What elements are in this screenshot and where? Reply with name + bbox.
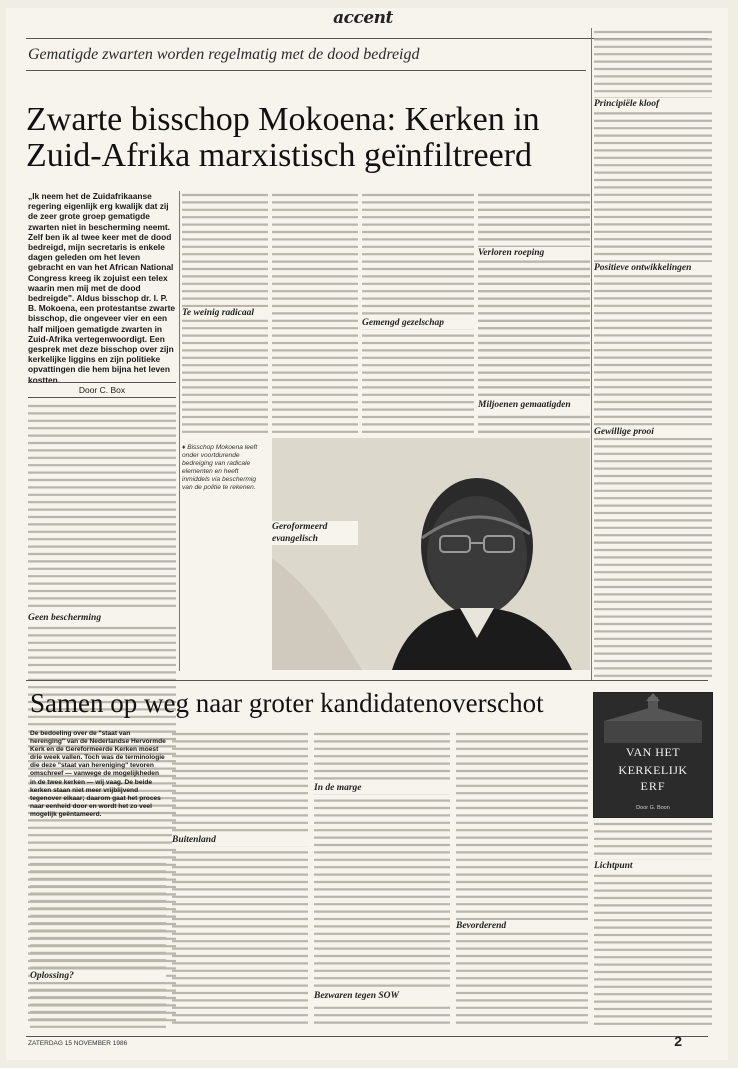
- subhead-miljoenen-gematigden: Miljoenen gemaatigden: [478, 399, 590, 411]
- page-footer: [26, 1033, 708, 1049]
- body-column-10: [456, 730, 588, 1030]
- subhead-oplossing: Oplossing?: [30, 970, 166, 982]
- text-lines-texture: [594, 28, 712, 678]
- church-icon: [594, 693, 712, 743]
- subhead-bezwaren-tegen-sow: Bezwaren tegen SOW: [314, 990, 450, 1002]
- subhead-lichtpunt: Lichtpunt: [594, 860, 712, 872]
- body-column-9: [314, 730, 450, 1030]
- article-kicker: Gematigde zwarten worden regelmatig met de dood bedreigd: [28, 46, 420, 63]
- text-lines-texture: [456, 730, 588, 1030]
- van-het-kerkelijk-erf-box: [593, 692, 713, 818]
- subhead-geen-bescherming: Geen bescherming: [28, 612, 176, 624]
- page-number: 2: [674, 1033, 682, 1049]
- masthead: [320, 8, 406, 34]
- section-rule: [26, 680, 708, 681]
- subhead-in-de-marge: In de marge: [314, 782, 450, 794]
- second-article-headline: Samen op weg naar groter kandidatenoverschot: [30, 688, 544, 718]
- bishop-portrait-image: [272, 438, 590, 670]
- body-column-11: [594, 820, 712, 1030]
- kicker-rule: [26, 70, 586, 71]
- second-article-lede: De bedoeling over de "staat van herenging" van de Nederlandse Hervormde Kerk en de Gereformeerde Kerken moest drie week vallen. Toch was de terminologie die deze "staat van hereniging" tevoren omschreef — vanwege de mogelijkheden in de twee kerken — wij vaag. De beide kerken staan niet meer vrijblijvend tegenover elkaar; daarom gaat het proces naar eenheid door en wordt het zo veel mogelijk geëntameerd.: [30, 730, 166, 818]
- bishop-photo: [272, 438, 590, 670]
- text-lines-texture: [362, 191, 474, 436]
- article-lede: „Ik neem het de Zuidafrikaanse regering eigenlijk erg kwalijk dat zij de zeer grote groep gematigde zwarten niet in bescherming neemt. Zelf ben ik al twee keer met de dood bedreigd, mijn secretaris is enkele dagen geleden om het leven gebracht en van het African National Congress kreeg ik zojuist een telex waarin men mij met de dood bedreigde". Aldus bisschop dr. I. P. B. Mokoena, een protestantse zwarte bisschop, die ongeveer vier en een half miljoen gematigde zwarten in Zuid-Afrika vertegenwoordigt. Een gesprek met deze bisschop over zijn kerkelijke liggins en zijn politieke opvattingen die hem bijna het leven kostten.: [28, 191, 176, 385]
- column-divider: [591, 28, 592, 680]
- subhead-gewillige-prooi: Gewillige prooi: [594, 426, 712, 438]
- subhead-buitenland: Buitenland: [172, 834, 308, 846]
- subhead-principiele-kloof: Principiële kloof: [594, 98, 712, 110]
- subhead-te-weinig-radicaal: Te weinig radicaal: [182, 307, 268, 319]
- body-column-6: [594, 28, 712, 678]
- subhead-gereformeerd-evangelisch: Geroformeerd evangelisch: [272, 521, 358, 545]
- box-author: Door G. Boon: [636, 805, 670, 811]
- body-column-3: [272, 191, 358, 544]
- subhead-bevorderend: Bevorderend: [456, 920, 588, 932]
- subhead-positieve-ontwikkelingen: Positieve ontwikkelingen: [594, 262, 712, 274]
- accent-logo: accent: [333, 8, 393, 28]
- footer-date: ZATERDAG 15 NOVEMBER 1986: [28, 1040, 128, 1047]
- box-title-line-1: VAN HET: [625, 745, 681, 759]
- byline: Door C. Box: [28, 382, 176, 398]
- box-title-line-2: KERKELIJK: [618, 763, 688, 777]
- text-lines-texture: [30, 860, 166, 1030]
- subhead-gemengd-gezelschap: Gemengd gezelschap: [362, 317, 474, 329]
- newspaper-page: [6, 8, 728, 1060]
- body-column-7: [30, 860, 166, 1030]
- subhead-verloren-roeping: Verloren roeping: [478, 247, 590, 259]
- text-lines-texture: [272, 191, 358, 436]
- body-column-5b: [478, 191, 590, 436]
- body-column-4: [362, 191, 474, 436]
- body-column-8: [172, 730, 308, 1030]
- article-headline: Zwarte bisschop Mokoena: Kerken in Zuid-Afrika marxistisch geïnfiltreerd: [26, 101, 540, 174]
- text-lines-texture: [172, 730, 308, 1030]
- body-column-2: [182, 191, 268, 436]
- photo-caption: ♦ Bisschop Mokoena leeft onder voortdurende bedreiging van radicale elementen en heeft inmiddels via beschermig van de politie te rekenen.: [182, 444, 258, 491]
- text-lines-texture: [594, 820, 712, 1030]
- text-lines-texture: [314, 730, 450, 1030]
- box-title-line-3: ERF: [640, 779, 666, 793]
- column-divider: [179, 191, 180, 671]
